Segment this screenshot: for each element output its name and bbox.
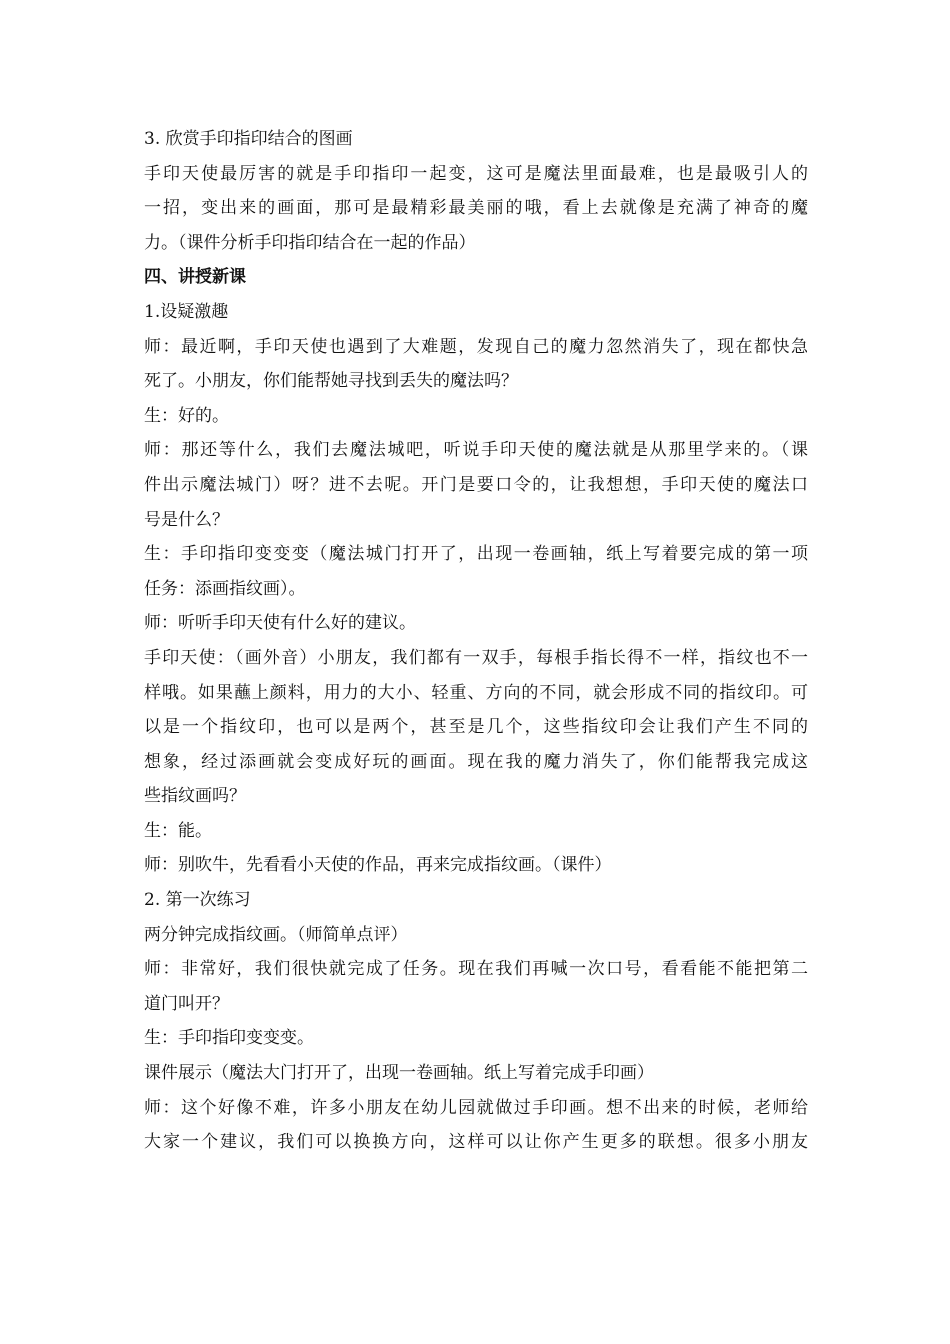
paragraph-line: 课件展示（魔法大门打开了，出现一卷画轴。纸上写着完成手印画） — [144, 1063, 654, 1084]
paragraph-line: 任务：添画指纹画）。 — [144, 578, 306, 599]
document-page — [144, 122, 808, 1160]
paragraph-line: 两分钟完成指纹画。（师简单点评） — [144, 924, 408, 945]
paragraph-line: 师：非常好，我们很快就完成了任务。现在我们再喊一次口号，看看能不能把第二 — [144, 959, 808, 980]
paragraph-line: 想象，经过添画就会变成好玩的画面。现在我的魔力消失了，你们能帮我完成这 — [144, 751, 808, 772]
paragraph-line: 生：手印指印变变变（魔法城门打开了，出现一卷画轴，纸上写着要完成的第一项 — [144, 544, 808, 565]
paragraph-line: 些指纹画吗？ — [144, 786, 246, 807]
paragraph-line: 师：最近啊，手印天使也遇到了大难题，发现自己的魔力忽然消失了，现在都快急 — [144, 336, 808, 357]
paragraph-line: 生：好的。 — [144, 405, 229, 426]
paragraph-line: 件出示魔法城门）呀？进不去呢。开门是要口令的，让我想想，手印天使的魔法口 — [144, 474, 808, 495]
paragraph-line: 力。（课件分析手印指印结合在一起的作品） — [144, 232, 476, 253]
paragraph-line: 生：能。 — [144, 820, 212, 841]
paragraph-line: 师：别吹牛，先看看小天使的作品，再来完成指纹画。（课件） — [144, 855, 612, 876]
paragraph-line: 号是什么？ — [144, 509, 229, 530]
chapter-heading: 四、讲授新课 — [144, 267, 246, 288]
section-heading: 3. 欣赏手印指印结合的图画 — [144, 129, 353, 149]
paragraph-line: 师：听听手印天使有什么好的建议。 — [144, 613, 416, 634]
paragraph-line: 手印天使最厉害的就是手印指印一起变，这可是魔法里面最难，也是最吸引人的 — [144, 163, 808, 184]
paragraph-line: 以是一个指纹印，也可以是两个，甚至是几个，这些指纹印会让我们产生不同的 — [144, 717, 808, 738]
paragraph-line: 手印天使：（画外音）小朋友，我们都有一双手，每根手指长得不一样，指纹也不一 — [144, 647, 808, 668]
paragraph-line: 样哦。如果蘸上颜料，用力的大小、轻重、方向的不同，就会形成不同的指纹印。可 — [144, 682, 808, 703]
paragraph-line: 师：那还等什么，我们去魔法城吧，听说手印天使的魔法就是从那里学来的。（课 — [144, 440, 808, 461]
paragraph-line: 死了。小朋友，你们能帮她寻找到丢失的魔法吗？ — [144, 371, 518, 392]
paragraph-line: 大家一个建议，我们可以换换方向，这样可以让你产生更多的联想。很多小朋友 — [144, 1132, 808, 1153]
paragraph-line: 生：手印指印变变变。 — [144, 1028, 314, 1049]
section-heading: 2. 第一次练习 — [144, 890, 251, 911]
section-heading: 1.设疑激趣 — [144, 301, 229, 322]
paragraph-line: 师：这个好像不难，许多小朋友在幼儿园就做过手印画。想不出来的时候，老师给 — [144, 1097, 808, 1118]
paragraph-line: 道门叫开？ — [144, 993, 229, 1014]
paragraph-line: 一招，变出来的画面，那可是最精彩最美丽的哦，看上去就像是充满了神奇的魔 — [144, 198, 808, 219]
